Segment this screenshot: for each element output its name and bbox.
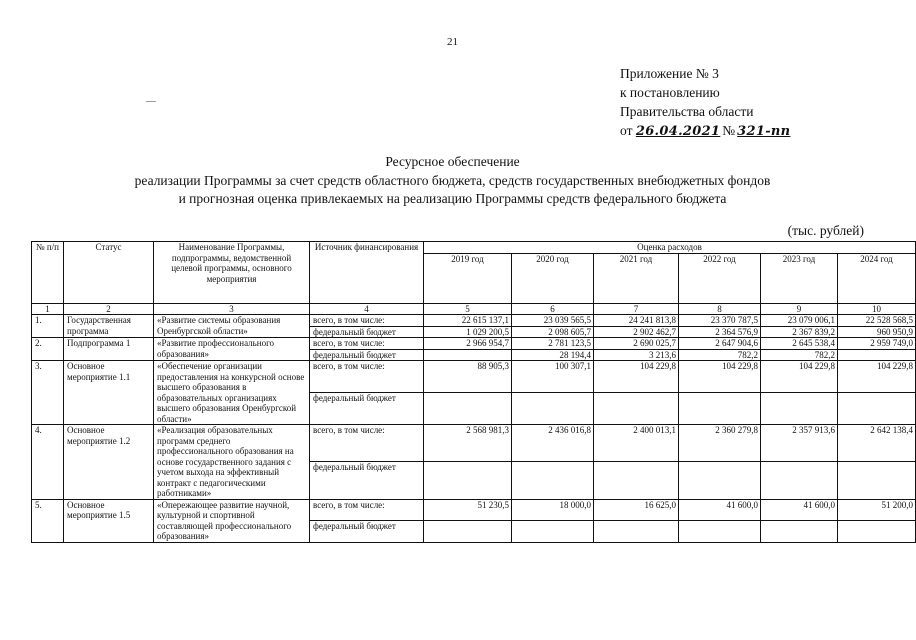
row-name: «Развитие профессионального образования» — [154, 338, 310, 361]
row-name: «Обеспечение организации предоставления на конкурсной основе высшего образования в образовательных организациях высшего образования Оренбургской области» — [154, 361, 310, 425]
column-index: 5 — [424, 303, 512, 315]
header-num: № п/п — [32, 242, 64, 304]
row-value — [512, 462, 594, 499]
row-value: 104 229,8 — [838, 361, 916, 393]
row-value — [424, 462, 512, 499]
row-source: всего, в том числе: — [310, 315, 424, 327]
header-year: 2019 год — [424, 253, 512, 303]
row-source: всего, в том числе: — [310, 425, 424, 462]
row-name: «Реализация образовательных программ среднего профессионального образования на основе государственного задания с учетом выхода на эффективный контракт с педагогическими работниками» — [154, 425, 310, 500]
header-status: Статус — [64, 242, 154, 304]
row-value: 960 950,9 — [838, 326, 916, 338]
document-heading — [0, 153, 905, 209]
row-value — [838, 349, 916, 361]
table-body — [32, 303, 916, 542]
units-label: (тыс. рублей) — [787, 223, 864, 238]
header-name: Наименование Программы, подпрограммы, ведомственной целевой программы, основного мероприятия — [154, 242, 310, 304]
header-year: 2023 год — [761, 253, 838, 303]
row-value — [679, 462, 761, 499]
header-year: 2024 год — [838, 253, 916, 303]
header-year: 2020 год — [512, 253, 594, 303]
row-value: 104 229,8 — [679, 361, 761, 393]
appendix-line-3: Правительства области — [620, 104, 754, 119]
appendix-date: 26.04.2021 — [635, 124, 721, 139]
row-name: «Развитие системы образования Оренбургской области» — [154, 315, 310, 338]
row-value: 2 098 605,7 — [512, 326, 594, 338]
row-value: 2 645 538,4 — [761, 338, 838, 350]
resource-table — [31, 241, 916, 543]
row-number: 4. — [32, 425, 64, 500]
row-value: 1 029 200,5 — [424, 326, 512, 338]
row-value — [838, 393, 916, 425]
row-value — [594, 521, 679, 543]
row-name: «Опережающее развитие научной, культурной и спортивной составляющей профессионального образования» — [154, 499, 310, 542]
table-row — [32, 315, 916, 327]
row-source: федеральный бюджет — [310, 521, 424, 543]
row-value: 41 600,0 — [679, 499, 761, 521]
row-value: 2 436 016,8 — [512, 425, 594, 462]
row-value — [761, 521, 838, 543]
appendix-line-2: к постановлению — [620, 85, 720, 100]
appendix-date-prefix: от — [620, 123, 633, 138]
row-value — [594, 393, 679, 425]
table-row — [32, 499, 916, 521]
header-source: Источник финансирования — [310, 242, 424, 304]
row-number: 1. — [32, 315, 64, 338]
row-value: 782,2 — [679, 349, 761, 361]
row-value: 2 364 576,9 — [679, 326, 761, 338]
appendix-date-line — [620, 121, 790, 141]
row-value — [512, 393, 594, 425]
row-status: Подпрограмма 1 — [64, 338, 154, 361]
row-value: 51 200,0 — [838, 499, 916, 521]
appendix-number-sign: № — [722, 123, 736, 138]
row-source: федеральный бюджет — [310, 462, 424, 499]
row-number: 3. — [32, 361, 64, 425]
header-year: 2022 год — [679, 253, 761, 303]
header-year: 2021 год — [594, 253, 679, 303]
row-value: 2 360 279,8 — [679, 425, 761, 462]
row-value — [679, 393, 761, 425]
column-index: 4 — [310, 303, 424, 315]
row-status: Основное мероприятие 1.1 — [64, 361, 154, 425]
appendix-block — [620, 64, 790, 141]
row-value: 2 357 913,6 — [761, 425, 838, 462]
heading-line-1: Ресурсное обеспечение — [385, 154, 520, 169]
row-value: 2 642 138,4 — [838, 425, 916, 462]
row-status: Основное мероприятие 1.2 — [64, 425, 154, 500]
row-value — [838, 462, 916, 499]
row-value: 24 241 813,8 — [594, 315, 679, 327]
column-index: 7 — [594, 303, 679, 315]
row-value: 88 905,3 — [424, 361, 512, 393]
column-index: 1 — [32, 303, 64, 315]
row-value: 2 400 013,1 — [594, 425, 679, 462]
row-value: 23 079 006,1 — [761, 315, 838, 327]
row-source: всего, в том числе: — [310, 499, 424, 521]
page-number: 21 — [447, 36, 458, 48]
row-value — [594, 462, 679, 499]
row-number: 5. — [32, 499, 64, 542]
row-value: 22 528 568,5 — [838, 315, 916, 327]
heading-line-2: реализации Программы за счет средств областного бюджета, средств государственных внебюджетных фондов — [134, 172, 771, 188]
dash-mark: — — [146, 96, 156, 107]
row-value — [679, 521, 761, 543]
column-index: 6 — [512, 303, 594, 315]
row-value — [838, 521, 916, 543]
row-status: Государственная программа — [64, 315, 154, 338]
column-index: 2 — [64, 303, 154, 315]
column-index-row — [32, 303, 916, 315]
heading-line-3: и прогнозная оценка привлекаемых на реализацию Программы средств федерального бюджета — [178, 191, 727, 206]
appendix-line-1: Приложение № 3 — [620, 66, 719, 81]
row-value — [761, 393, 838, 425]
row-value: 28 194,4 — [512, 349, 594, 361]
row-value: 2 959 749,0 — [838, 338, 916, 350]
row-value — [761, 462, 838, 499]
row-value — [424, 349, 512, 361]
row-source: федеральный бюджет — [310, 326, 424, 338]
table-row — [32, 338, 916, 350]
row-value: 2 568 981,3 — [424, 425, 512, 462]
row-value: 2 647 904,6 — [679, 338, 761, 350]
row-value: 2 902 462,7 — [594, 326, 679, 338]
table-row — [32, 425, 916, 462]
row-value: 51 230,5 — [424, 499, 512, 521]
row-value: 100 307,1 — [512, 361, 594, 393]
table-row — [32, 361, 916, 393]
row-status: Основное мероприятие 1.5 — [64, 499, 154, 542]
row-number: 2. — [32, 338, 64, 361]
column-index: 10 — [838, 303, 916, 315]
row-value: 104 229,8 — [594, 361, 679, 393]
appendix-number: 321-пп — [737, 124, 791, 139]
row-value: 23 370 787,5 — [679, 315, 761, 327]
row-value — [512, 521, 594, 543]
row-value: 41 600,0 — [761, 499, 838, 521]
row-value: 2 367 839,2 — [761, 326, 838, 338]
row-source: всего, в том числе: — [310, 361, 424, 393]
row-value: 2 966 954,7 — [424, 338, 512, 350]
row-value — [424, 521, 512, 543]
column-index: 9 — [761, 303, 838, 315]
row-value: 104 229,8 — [761, 361, 838, 393]
row-value: 2 781 123,5 — [512, 338, 594, 350]
header-estimate: Оценка расходов — [424, 242, 916, 254]
column-index: 3 — [154, 303, 310, 315]
row-source: федеральный бюджет — [310, 349, 424, 361]
row-value: 3 213,6 — [594, 349, 679, 361]
row-value: 2 690 025,7 — [594, 338, 679, 350]
row-source: всего, в том числе: — [310, 338, 424, 350]
row-value: 782,2 — [761, 349, 838, 361]
row-value: 16 625,0 — [594, 499, 679, 521]
row-value — [424, 393, 512, 425]
column-index: 8 — [679, 303, 761, 315]
row-value: 18 000,0 — [512, 499, 594, 521]
row-source: федеральный бюджет — [310, 393, 424, 425]
row-value: 22 615 137,1 — [424, 315, 512, 327]
row-value: 23 039 565,5 — [512, 315, 594, 327]
